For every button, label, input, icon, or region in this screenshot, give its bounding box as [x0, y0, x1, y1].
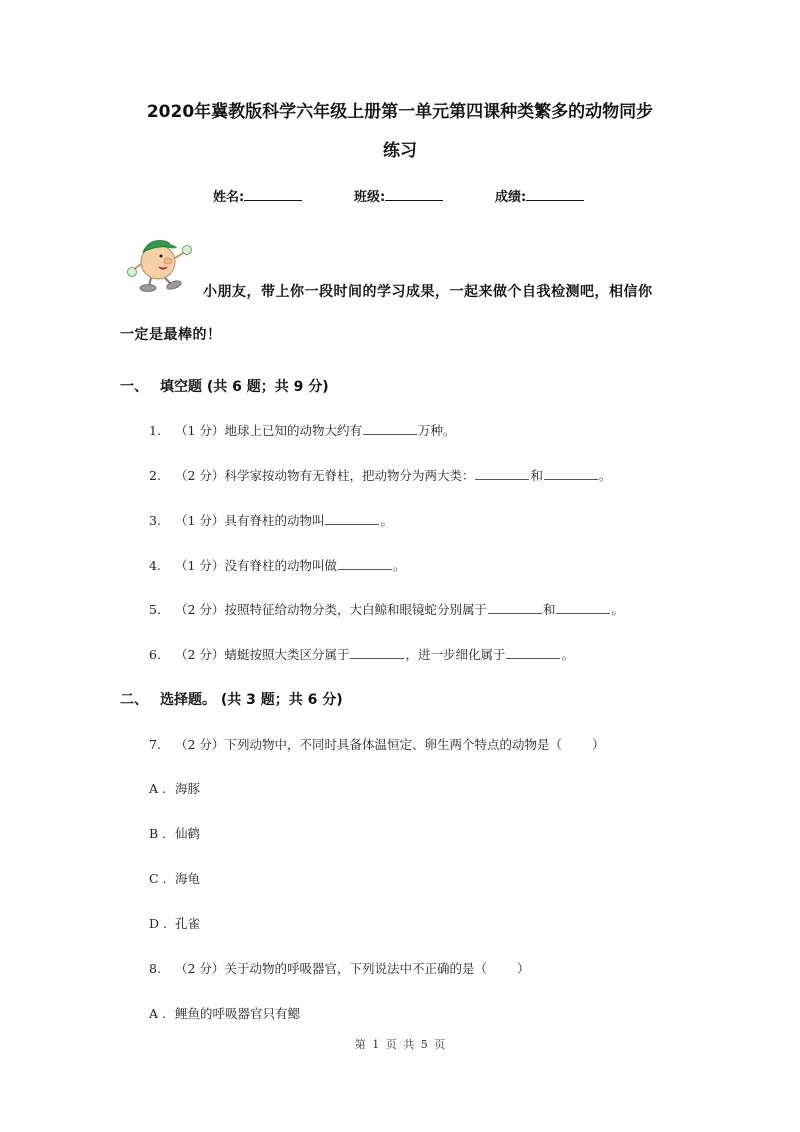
intro-text-line-2: 一定是最棒的！ — [120, 327, 222, 343]
question-text: 。 — [380, 513, 393, 528]
question-text: 按照特征给动物分类，大白鲸和眼镜蛇分别属于 — [224, 602, 487, 617]
section-title: 填空题 (共 6 题；共 9 分) — [160, 379, 329, 395]
question-points: （2 分） — [175, 468, 225, 483]
option-a[interactable] — [149, 779, 200, 797]
option-letter: B . — [149, 826, 167, 841]
option-text: 鲤鱼的呼吸器官只有鳃 — [175, 1006, 301, 1021]
page-footer: 第 1 页 共 5 页 — [354, 1038, 446, 1051]
option-text: 海龟 — [175, 871, 201, 886]
question-points: （1 分） — [175, 558, 225, 573]
option-text: 海豚 — [175, 781, 201, 796]
question-number: 3. — [149, 513, 161, 528]
question-text: 。 — [611, 602, 624, 617]
question-number: 5. — [149, 602, 161, 617]
answer-blank[interactable] — [488, 602, 542, 614]
question-text: 下列动物中，不同时具备体温恒定、卵生两个特点的动物是（ — [224, 737, 562, 752]
question-points: （2 分） — [175, 737, 225, 752]
question-text: 万种。 — [417, 423, 456, 438]
question-number: 4. — [149, 558, 161, 573]
option-letter: A . — [149, 781, 166, 796]
question-text: 。 — [598, 468, 612, 483]
score-blank[interactable] — [526, 188, 584, 201]
question-text: 和 — [542, 602, 556, 617]
question-6 — [149, 645, 574, 663]
score-label: 成绩: — [495, 190, 527, 205]
question-3 — [149, 511, 393, 529]
question-text: 和 — [530, 468, 543, 483]
name-field[interactable] — [213, 186, 302, 205]
class-blank[interactable] — [385, 188, 443, 201]
question-points: （2 分） — [175, 602, 225, 617]
section-title: 选择题。 (共 3 题；共 6 分) — [160, 692, 343, 708]
option-letter: A . — [149, 1006, 166, 1021]
answer-blank[interactable] — [325, 513, 379, 525]
question-4 — [149, 556, 405, 574]
section-number: 二、 — [120, 692, 148, 708]
option-text: 孔雀 — [175, 916, 201, 931]
question-1 — [149, 421, 455, 439]
answer-blank[interactable] — [338, 558, 392, 570]
answer-blank[interactable] — [363, 423, 417, 435]
class-field[interactable] — [354, 186, 443, 205]
answer-blank[interactable] — [350, 647, 404, 659]
section-fill-in-blank-heading — [120, 376, 329, 396]
question-number: 6. — [149, 647, 161, 662]
document-title-line-2: 练习 — [383, 141, 417, 161]
answer-blank[interactable] — [544, 468, 598, 480]
question-text: ） — [516, 961, 530, 976]
option-b[interactable] — [149, 824, 200, 842]
question-text: 没有脊柱的动物叫做 — [224, 558, 337, 573]
class-label: 班级: — [354, 190, 386, 205]
question-points: （2 分） — [175, 961, 225, 976]
question-points: （1 分） — [175, 423, 225, 438]
option-d[interactable] — [149, 914, 200, 932]
name-label: 姓名: — [213, 190, 245, 205]
question-text: 具有脊柱的动物叫 — [224, 513, 325, 528]
option-letter: D . — [149, 916, 167, 931]
name-blank[interactable] — [244, 188, 302, 201]
option-c[interactable] — [149, 869, 200, 887]
question-text: 关于动物的呼吸器官，下列说法中不正确的是（ — [224, 961, 487, 976]
option-letter: C . — [149, 871, 167, 886]
question-number: 7. — [149, 737, 161, 752]
question-text: 。 — [561, 647, 574, 662]
document-title-line-1: 2020年冀教版科学六年级上册第一单元第四课种类繁多的动物同步 — [146, 102, 654, 122]
section-number: 一、 — [120, 379, 148, 395]
question-text: 蜻蜓按照大类区分属于 — [224, 647, 350, 662]
question-text: 地球上已知的动物大约有 — [224, 423, 362, 438]
answer-blank[interactable] — [506, 647, 560, 659]
question-number: 8. — [149, 961, 161, 976]
question-text: ，进一步细化属于 — [405, 647, 506, 662]
score-field[interactable] — [495, 186, 584, 205]
answer-blank[interactable] — [556, 602, 610, 614]
option-text: 仙鹤 — [175, 826, 201, 841]
question-8 — [149, 959, 529, 977]
question-number: 1. — [149, 423, 161, 438]
mascot-icon — [125, 232, 195, 294]
question-number: 2. — [149, 468, 161, 483]
option-a[interactable] — [149, 1004, 300, 1022]
question-text: 。 — [392, 558, 406, 573]
section-multiple-choice-heading — [120, 689, 343, 709]
question-5 — [149, 600, 624, 618]
answer-blank[interactable] — [475, 468, 529, 480]
question-7 — [149, 735, 604, 753]
question-points: （1 分） — [175, 513, 225, 528]
question-text: 科学家按动物有无脊柱，把动物分为两大类： — [224, 468, 475, 483]
intro-text-line-1: 小朋友，带上你一段时间的学习成果，一起来做个自我检测吧，相信你 — [203, 284, 653, 300]
question-2 — [149, 466, 611, 484]
question-text: ） — [591, 737, 605, 752]
question-points: （2 分） — [175, 647, 225, 662]
